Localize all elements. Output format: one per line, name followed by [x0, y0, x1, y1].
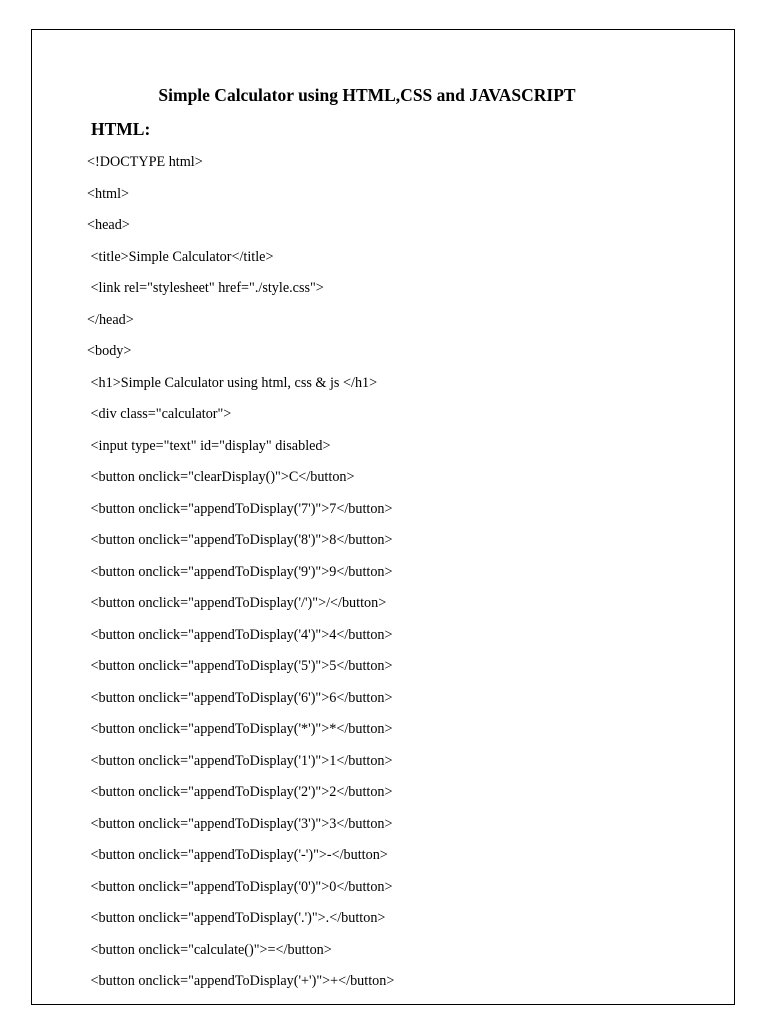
code-line: </head> — [87, 311, 134, 328]
code-line: <button onclick="appendToDisplay('7')">7</button> — [87, 500, 393, 517]
code-line: <button onclick="appendToDisplay('+')">+</button> — [87, 973, 395, 989]
code-line: <title>Simple Calculator</title> — [87, 248, 274, 265]
code-line: <button onclick="appendToDisplay('3')">3</button> — [87, 815, 393, 832]
code-line: <head> — [87, 217, 130, 233]
code-line: <button onclick="clearDisplay()">C</button> — [87, 469, 355, 485]
code-line: <button onclick="appendToDisplay('9')">9</button> — [87, 563, 393, 580]
code-line: <body> — [87, 343, 132, 359]
code-line: <!DOCTYPE html> — [87, 154, 203, 170]
document-title: Simple Calculator using HTML,CSS and JAVASCRIPT — [158, 85, 576, 105]
code-line: <button onclick="appendToDisplay('-')">-</button> — [87, 847, 388, 863]
code-line: <button onclick="appendToDisplay('8')">8</button> — [87, 532, 393, 548]
code-line: <button onclick="appendToDisplay('1')">1</button> — [87, 752, 393, 769]
code-line: <link rel="stylesheet" href="./style.css"> — [87, 280, 324, 296]
code-line: <button onclick="appendToDisplay('.')">.</button> — [87, 910, 386, 926]
code-line: <h1>Simple Calculator using html, css & js </h1> — [87, 374, 378, 391]
section-heading-html: HTML: — [91, 119, 151, 139]
code-line: <button onclick="appendToDisplay('/')">/</button> — [87, 595, 387, 611]
code-line: <button onclick="appendToDisplay('0')">0</button> — [87, 878, 393, 895]
code-line: <div class="calculator"> — [87, 406, 232, 422]
code-line: <input type="text" id="display" disabled> — [87, 437, 331, 454]
code-line: <button onclick="appendToDisplay('4')">4</button> — [87, 626, 393, 643]
code-line: <button onclick="appendToDisplay('2')">2</button> — [87, 784, 393, 800]
code-line: <button onclick="appendToDisplay('6')">6</button> — [87, 689, 393, 706]
code-line: <button onclick="appendToDisplay('*')">*</button> — [87, 721, 393, 737]
code-line: <button onclick="calculate()">=</button> — [87, 941, 332, 958]
code-line: <button onclick="appendToDisplay('5')">5</button> — [87, 658, 393, 674]
code-line: <html> — [87, 185, 130, 202]
